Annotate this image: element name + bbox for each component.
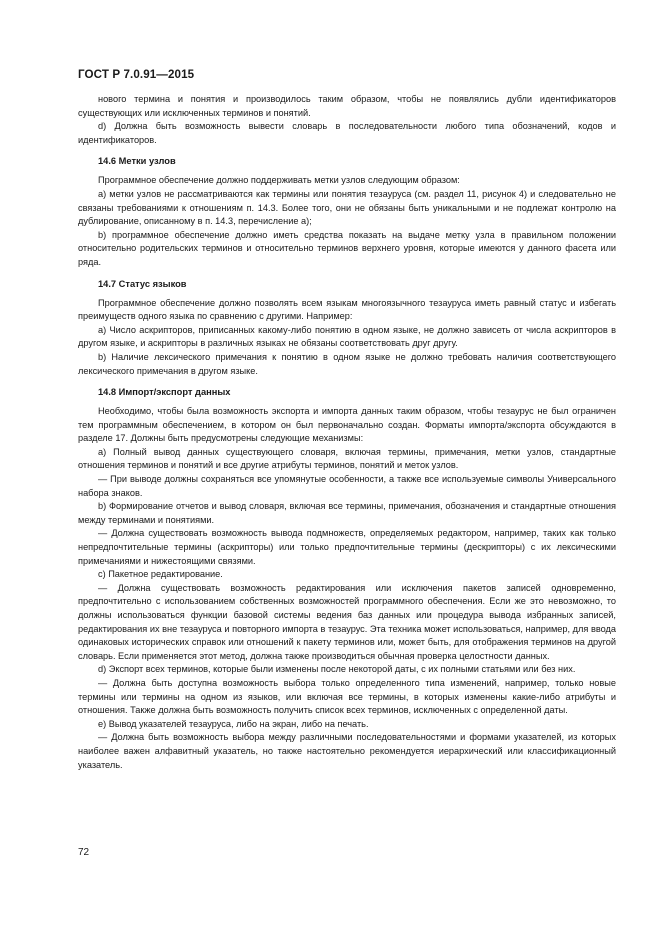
document-header: ГОСТ Р 7.0.91—2015: [78, 68, 195, 81]
paragraph: b) Наличие лексического примечания к понятию в одном языке не должно требовать наличия соответствующего лексического примечания в другом языке.: [78, 351, 616, 376]
paragraph: нового термина и понятия и производилось таким образом, чтобы не появлялись дубли идентификаторов существующих или исключенных терминов и понятий.: [78, 94, 616, 118]
paragraph: — Должна существовать возможность вывода подмножеств, определяемых редактором, например, таких как только непредпочтительные термины (аскрипторы) или только предпочтительные термины (дескрипторы) с их лексическими примечаниями и нижестоящими связями.: [78, 528, 616, 566]
paragraph: а) Число аскрипторов, приписанных какому-либо понятию в одном языке, не должно зависеть от числа аскрипторов в другом языке, и аскрипторы в различных языках не обязаны соответствовать друг другу.: [78, 324, 616, 349]
paragraph: Необходимо, чтобы была возможность экспорта и импорта данных таким образом, чтобы тезаурус не был ограничен тем программным обеспечением, в котором он был первоначально создан. Форматы импорта/экспорта обсуждаются в разделе 17. Должны быть предусмотрены следующие механизмы:: [78, 406, 616, 444]
paragraph: b) Формирование отчетов и вывод словаря, включая все термины, примечания, обозначения и стандартные отношения между терминами и понятиями.: [78, 501, 616, 525]
paragraph: — Должна быть доступна возможность выбора только определенного типа изменений, например, только новые термины или термины на одном из языков, или включая все термины, в которых изменены какие-либо атрибуты и отношения. Также должна быть возможность получить список всех терминов, исключенных с определенной даты.: [78, 677, 616, 716]
page-number: 72: [78, 847, 90, 858]
paragraph: с) Пакетное редактирование.: [98, 569, 223, 580]
paragraph: Программное обеспечение должно поддерживать метки узлов следующим образом:: [98, 175, 460, 186]
paragraph: а) Полный вывод данных существующего словаря, включая термины, примечания, метки узлов, стандартные отношения терминов и понятий и все другие атрибуты терминов, понятий и меток узлов.: [78, 446, 616, 471]
paragraph: — Должна быть возможность выбора между различными последовательностями и формами указателей, из которых наиболее важен алфавитный указатель, но также настоятельно рекомендуется иерархический или классификационный указатель.: [78, 732, 616, 770]
paragraph: — Должна существовать возможность редактирования или исключения пакетов записей одновременно, предпочтительно с использованием собственных возможностей программного обеспечения. Если же это невозможно, то должны использоваться функции базовой системы ведения баз данных или процедура вывода избранных записей, редактирования их вне тезауруса и повторного импорта в тезаурус. Эта техника может использоваться, например, для ввода одинаковых исторических справок или отношений к пакету терминов или, может быть, для отображения терминов на другой словарь. Если применяется этот метод, должна также производиться обычная проверка целостности данных.: [78, 582, 616, 661]
paragraph: е) Вывод указателей тезауруса, либо на экран, либо на печать.: [98, 718, 369, 729]
paragraph: — При выводе должны сохраняться все упомянутые особенности, а также все используемые символы Универсального набора знаков.: [78, 474, 616, 498]
paragraph: Программное обеспечение должно позволять всем языкам многоязычного тезауруса иметь равный статус и избегать преимуществ одного языка по сравнению с другими. Например:: [78, 297, 616, 322]
paragraph: d) Должна быть возможность вывести словарь в последовательности любого типа обозначений, кодов и идентификаторов.: [78, 121, 616, 145]
paragraph: d) Экспорт всех терминов, которые были изменены после некоторой даты, с их полными статьями или без них.: [98, 664, 576, 675]
section-heading-14-8: 14.8 Импорт/экспорт данных: [98, 387, 231, 398]
paragraph: b) программное обеспечение должно иметь средства показать на выдаче метку узла в правильном положении относительно родительских терминов и относительно терминов верхнего уровня, которые имеются у данного фасета или ряда.: [78, 229, 616, 267]
section-heading-14-7: 14.7 Статус языков: [98, 278, 187, 289]
paragraph: а) метки узлов не рассматриваются как термины или понятия тезауруса (см. раздел 11, рисунок 4) и следовательно не связаны требованиями к отношениям п. 14.3. Более того, они не обязаны быть уникальными и не подлежат контролю на дублирование, описанному в п. 14.3, перечисление а);: [78, 188, 616, 227]
document-body: [78, 93, 616, 772]
section-heading-14-6: 14.6 Метки узлов: [98, 156, 176, 167]
